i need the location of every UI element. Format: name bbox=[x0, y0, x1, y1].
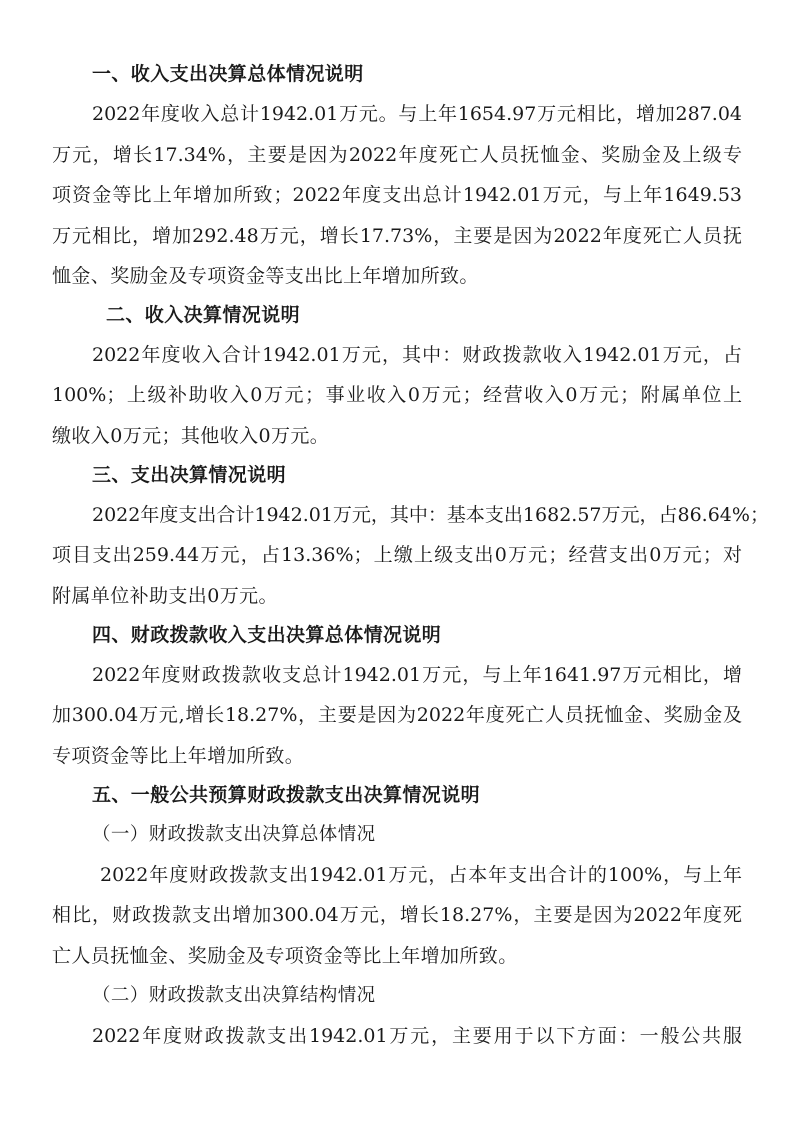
paragraph-line: 2022年度财政拨款支出1942.01万元，占本年支出合计的100%，与上年 bbox=[100, 864, 742, 886]
paragraph-line: 万元相比，增加292.48万元，增长17.73%，主要是因为2022年度死亡人员抚 bbox=[52, 225, 742, 247]
paragraph-line: 附属单位补助支出0万元。 bbox=[52, 585, 278, 607]
subsection-heading-1: （一）财政拨款支出决算总体情况 bbox=[92, 824, 376, 845]
paragraph-line: 万元，增长17.34%，主要是因为2022年度死亡人员抚恤金、奖励金及上级专 bbox=[52, 144, 742, 166]
paragraph-line: 2022年度收入合计1942.01万元，其中：财政拨款收入1942.01万元，占 bbox=[92, 344, 742, 366]
paragraph-line: 100%；上级补助收入0万元；事业收入0万元；经营收入0万元；附属单位上 bbox=[52, 384, 742, 406]
paragraph-line: 2022年度财政拨款收支总计1942.01万元，与上年1641.97万元相比，增 bbox=[92, 664, 742, 686]
paragraph-line: 2022年度收入总计1942.01万元。与上年1654.97万元相比，增加287.04 bbox=[92, 103, 742, 125]
paragraph-line: 专项资金等比上年增加所致。 bbox=[52, 745, 305, 767]
paragraph-line: 缴收入0万元；其他收入0万元。 bbox=[52, 425, 330, 447]
section-heading-3: 三、支出决算情况说明 bbox=[92, 464, 287, 486]
paragraph-line: 项目支出259.44万元，占13.36%；上缴上级支出0万元；经营支出0万元；对 bbox=[52, 544, 742, 566]
paragraph-line: 项资金等比上年增加所致；2022年度支出总计1942.01万元，与上年1649.53 bbox=[52, 184, 742, 206]
section-heading-4: 四、财政拨款收入支出决算总体情况说明 bbox=[92, 624, 442, 646]
paragraph-line: 2022年度财政拨款支出1942.01万元，主要用于以下方面：一般公共服 bbox=[92, 1025, 742, 1047]
paragraph-line: 恤金、奖励金及专项资金等支出比上年增加所致。 bbox=[52, 265, 479, 287]
paragraph-line: 亡人员抚恤金、奖励金及专项资金等比上年增加所致。 bbox=[52, 945, 518, 967]
paragraph-line: 2022年度支出合计1942.01万元，其中：基本支出1682.57万元，占86.64%； bbox=[92, 504, 769, 526]
paragraph-line: 加300.04万元,增长18.27%，主要是因为2022年度死亡人员抚恤金、奖励金及 bbox=[52, 704, 742, 726]
section-heading-2: 二、收入决算情况说明 bbox=[106, 304, 301, 326]
section-heading-5: 五、一般公共预算财政拨款支出决算情况说明 bbox=[92, 784, 481, 806]
subsection-heading-2: （二）财政拨款支出决算结构情况 bbox=[92, 985, 376, 1006]
paragraph-line: 相比，财政拨款支出增加300.04万元，增长18.27%，主要是因为2022年度死 bbox=[52, 904, 742, 926]
section-heading-1: 一、收入支出决算总体情况说明 bbox=[92, 63, 364, 85]
